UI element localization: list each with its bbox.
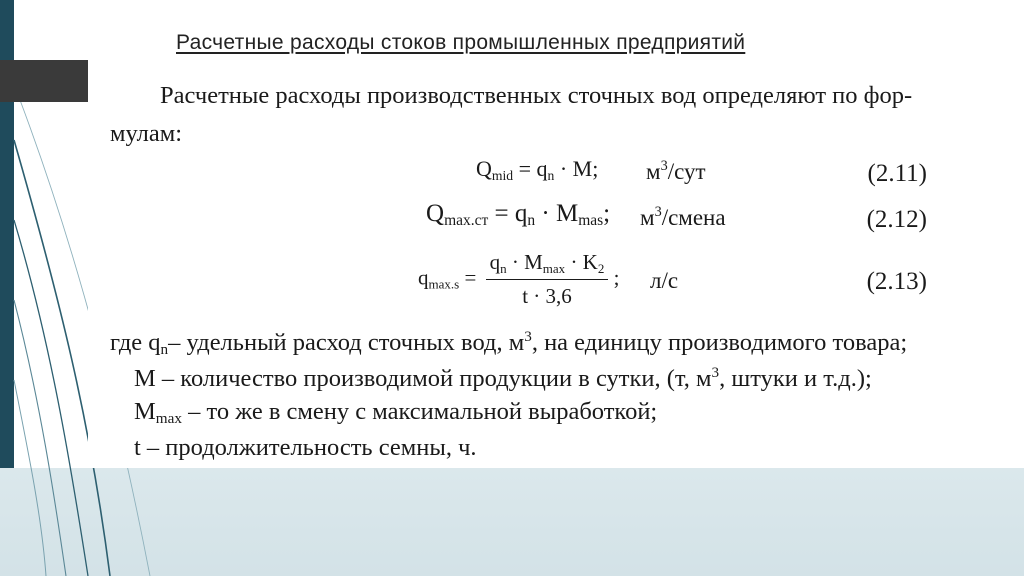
fraction xyxy=(486,250,609,309)
unit-2-11: $м^3$/сут xyxy=(646,158,706,184)
unit-2-12: $м^3$/смена xyxy=(640,204,726,230)
equation-number-2-12: (2.12) xyxy=(866,206,927,233)
definition-mmax: $M_{max}$ – то же в смену с максимальной выработкой; xyxy=(134,398,658,427)
slide-title: Расчетные расходы стоков промышленных предприятий xyxy=(176,31,746,54)
formula-2-12: $Q_{max.cт} = q_n \cdot M_{mas}$; xyxy=(426,200,611,229)
fraction-numerator: $q_n \cdot M_{max} \cdot K_2$ xyxy=(486,250,609,280)
content-panel xyxy=(88,60,1017,468)
definition-t: t – продолжительность семны, ч. xyxy=(134,434,477,461)
intro-line-2: мулам: xyxy=(110,120,183,147)
intro-line-1: Расчетные расходы производственных сточных вод определяют по фор- xyxy=(160,82,913,109)
formula-2-13: $q_{max.s}$ = $\frac{q_n \cdot M_{max} \cdot K_2}{t \cdot 3,6}$ ; xyxy=(418,250,620,308)
definition-qn: где $q_n-$ удельный расход сточных вод, $м^3$, на единицу производимого товара; xyxy=(110,328,908,358)
formula-2-11: $Q_{mid} = q_n \cdot M$; xyxy=(476,156,599,183)
fraction-denominator: t · 3,6 xyxy=(522,284,572,308)
unit-2-13: л/с xyxy=(650,268,679,293)
dark-tab xyxy=(0,60,88,102)
equation-number-2-13: (2.13) xyxy=(866,268,927,295)
definition-m: М – количество производимой продукции в сутки, (т, $м^3$, штуки и т.д.); xyxy=(134,364,872,392)
equation-number-2-11: (2.11) xyxy=(867,160,927,187)
